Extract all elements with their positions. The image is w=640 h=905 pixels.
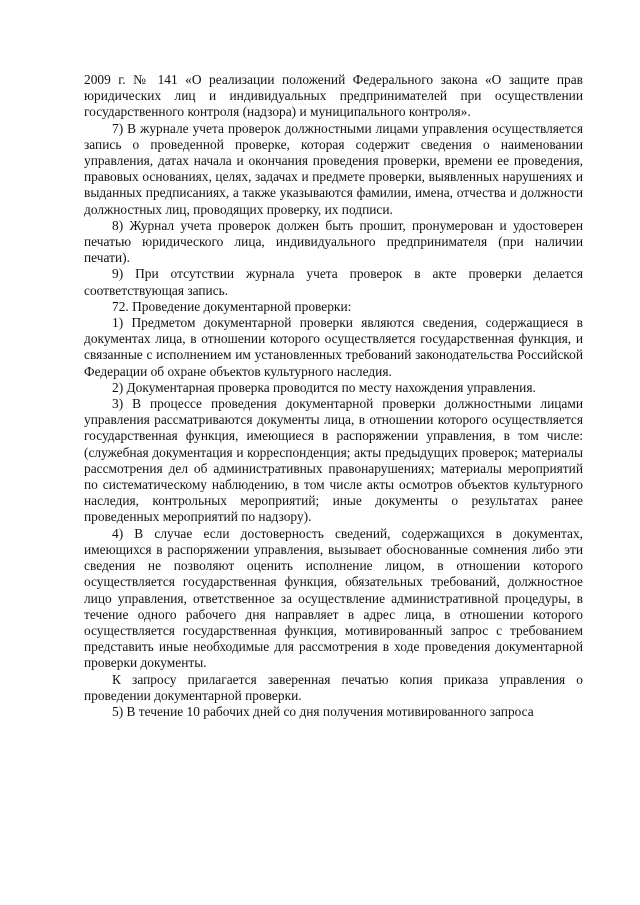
paragraph-request-attachment: К запросу прилагается заверенная печатью копия приказа управления о проведении документарной проверки.: [84, 671, 583, 703]
document-page: [84, 72, 583, 720]
paragraph-subitem-3: 3) В процессе проведения документарной проверки должностными лицами управления рассматриваются документы лица, в отношении которого осуществляется государственная функция, имеющиеся в распоряжении управления, в том числе: (служебная документация и корреспонденция; акты предыдущих проверок; материалы рассмотрения дел об административных правонарушениях; материалы мероприятий по систематическому наблюдению, в том числе акты осмотров объектов культурного наследия, контрольных мероприятий; иные документы о результатах ранее проведенных мероприятий по надзору).: [84, 396, 583, 525]
paragraph-subitem-1: 1) Предметом документарной проверки являются сведения, содержащиеся в документах лица, в отношении которого осуществляется государственная функция, и связанные с исполнением им установленных требований законодательства Российской Федерации об охране объектов культурного наследия.: [84, 315, 583, 379]
paragraph-subitem-5: 5) В течение 10 рабочих дней со дня получения мотивированного запроса: [112, 703, 534, 719]
paragraph-item-8: 8) Журнал учета проверок должен быть прошит, пронумерован и удостоверен печатью юридического лица, индивидуального предпринимателя (при наличии печати).: [84, 217, 583, 266]
paragraph-subitem-2: 2) Документарная проверка проводится по месту нахождения управления.: [112, 379, 536, 395]
paragraph-subitem-4: 4) В случае если достоверность сведений, содержащихся в документах, имеющихся в распоряжении управления, вызывает обоснованные сомнения либо эти сведения не позволяют оценить исполнение лицом, в отношении которого осуществляется государственная функция, обязательных требований, должностное лицо управления, ответственное за осуществление административной процедуры, в течение одного рабочего дня направляет в адрес лица, в отношении которого осуществляется государственная функция, мотивированный запрос с требованием представить иные необходимые для рассмотрения в ходе проведения документарной проверки документы.: [84, 525, 583, 671]
section-heading-72: 72. Проведение документарной проверки:: [112, 298, 352, 314]
paragraph-item-9: 9) При отсутствии журнала учета проверок в акте проверки делается соответствующая запись.: [84, 266, 583, 298]
paragraph-continuation: 2009 г. № 141 «О реализации положений Федерального закона «О защите прав юридических лиц и индивидуальных предпринимателей при осуществлении государственного контроля (надзора) и муниципального контроля».: [84, 72, 583, 120]
paragraph-item-7: 7) В журнале учета проверок должностными лицами управления осуществляется запись о проведенной проверке, которая содержит сведения о наименовании управления, датах начала и окончания проведения проверки, времени ее проведения, правовых основаниях, целях, задачах и предмете проверки, выявленных нарушениях и выданных предписаниях, а также указываются фамилии, имена, отчества и должности должностных лиц, проводящих проверку, их подписи.: [84, 120, 583, 217]
